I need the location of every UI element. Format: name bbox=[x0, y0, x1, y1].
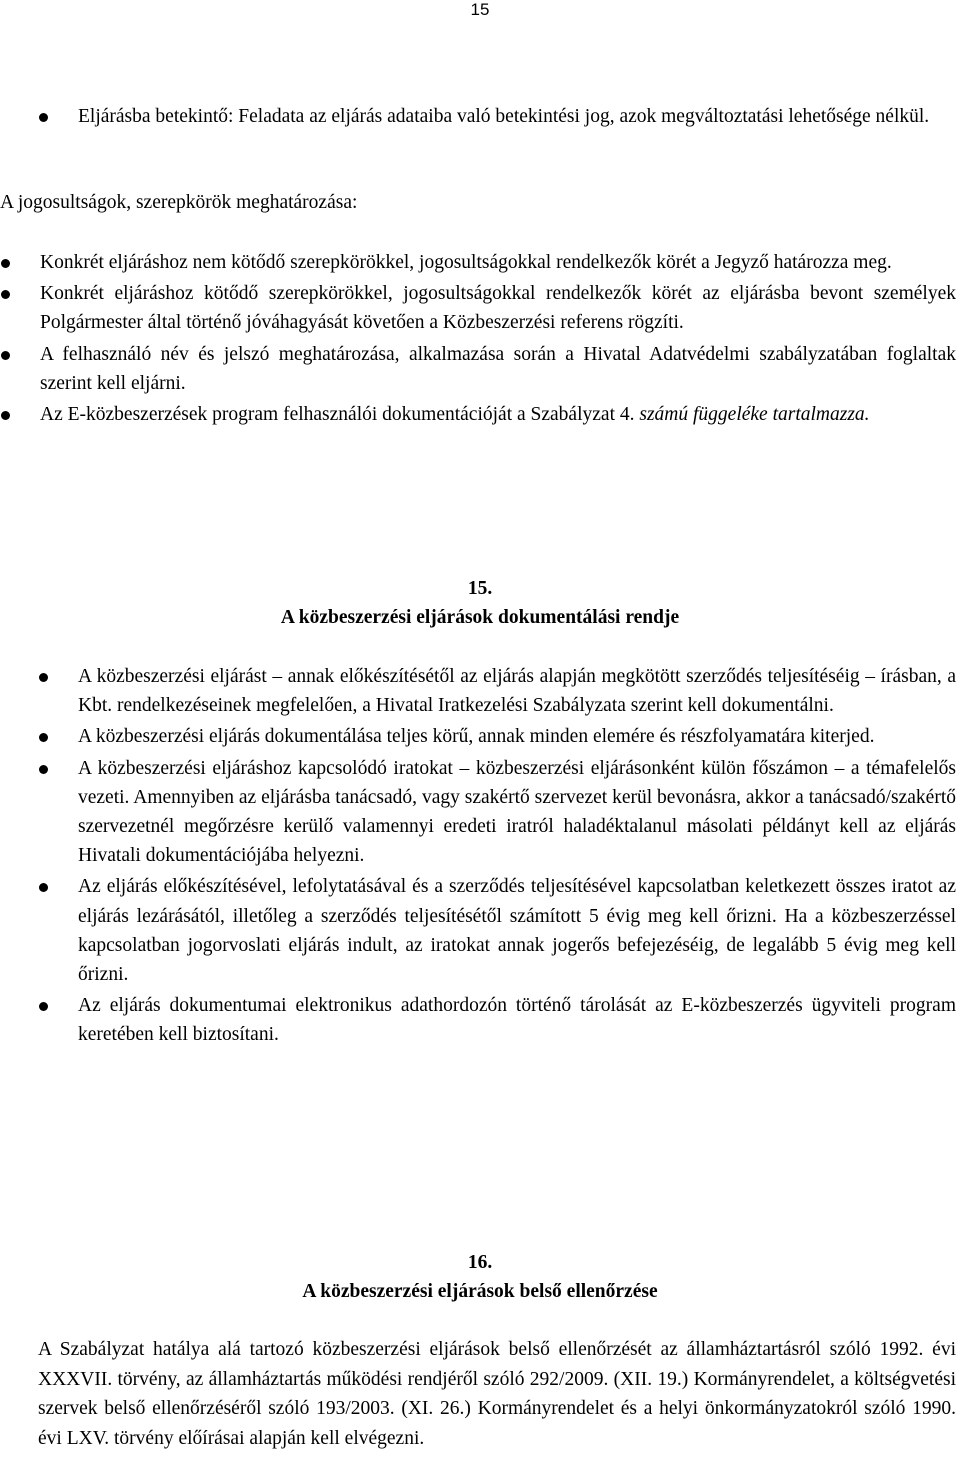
bullet-icon bbox=[39, 113, 48, 122]
list-item-text: Konkrét eljáráshoz nem kötődő szerepkörökkel, jogosultságokkal rendelkezők körét a Jegyző határozza meg. bbox=[40, 252, 892, 273]
list-item-text: Az eljárás előkészítésével, lefolytatásával és a szerződés teljesítésével kapcsolatban keletkezett összes iratot az eljárás lezárásától, illetőleg a szerződés teljesítésétől számított 5 évig meg kell őrizni. Ha a közbeszerzéssel kapcsolatban jogorvoslati eljárás indult, az iratokat annak jogerős befejezéséig, de legalább 5 évig meg kell őrizni. bbox=[78, 876, 956, 986]
list-item bbox=[38, 102, 956, 131]
list-item bbox=[38, 991, 956, 1049]
section-15-number: 15. bbox=[467, 578, 493, 599]
jogosultsag-bullet-list bbox=[0, 248, 956, 429]
list-item-text: Az eljárás dokumentumai elektronikus adathordozón történő tárolását az E-közbeszerzés ügyviteli program keretében kell biztosítani. bbox=[78, 995, 956, 1046]
bullet-icon bbox=[1, 290, 10, 299]
section-16-paragraph: A Szabályzat hatálya alá tartozó közbeszerzési eljárások belső ellenőrzését az államháztartásról szóló 1992. évi XXXVII. törvény, az államháztartás működési rendjéről szóló 292/2009. (XII. 19.) Kormányrendelet, a költségvetési szervek belső ellenőrzéséről szóló 193/2003. (XI. 26.) Kormányrendelet és a helyi önkormányzatokról szóló 1990. évi LXV. törvény előírásai alapján kell elvégezni. bbox=[38, 1339, 956, 1449]
list-item-text-italic: számú függeléke tartalmazza. bbox=[639, 404, 870, 426]
list-item bbox=[38, 662, 956, 720]
bullet-icon bbox=[39, 733, 48, 742]
section-15-bullet-list bbox=[38, 662, 956, 1050]
list-item-text: A felhasználó név és jelszó meghatározása, alkalmazása során a Hivatal Adatvédelmi szabályzatában foglaltak szerint kell eljárni. bbox=[40, 343, 956, 394]
list-item bbox=[0, 400, 956, 429]
list-item-text: A közbeszerzési eljárás dokumentálása teljes körű, annak minden elemére és részfolyamatára kiterjed. bbox=[78, 726, 875, 748]
bullet-icon bbox=[1, 259, 10, 268]
list-item-text: A közbeszerzési eljáráshoz kapcsolódó iratokat – közbeszerzési eljárásonként külön főszámon – a témafelelős vezeti. Amennyiben az eljárásba tanácsadó, vagy szakértő szervezet kerül bevonásra, akkor a tanácsadó/szakértő szervezetnél megőrzésre kerülő valamennyi eredeti iratról haladéktalanul másolati példányt kell az eljárás Hivatali dokumentációjába helyezni. bbox=[78, 757, 956, 867]
bullet-icon bbox=[1, 411, 10, 420]
list-item-text bbox=[40, 400, 956, 429]
list-item bbox=[0, 279, 956, 337]
top-bullet-list bbox=[38, 102, 956, 131]
list-item-text: A közbeszerzési eljárást – annak előkészítésétől az eljárás alapján megkötött szerződés teljesítéséig – írásban, a Kbt. rendelkezéseinek megfelelően, a Hivatal Iratkezelési Szabályzata szerint kell dokumentálni. bbox=[78, 666, 956, 717]
list-item-text: Eljárásba betekintő: Feladata az eljárás adataiba való betekintési jog, azok megváltoztatási lehetősége nélkül. bbox=[78, 106, 930, 127]
list-item-text-plain: Az E-közbeszerzések program felhasználói dokumentációját a Szabályzat 4. bbox=[40, 404, 635, 426]
section-16-number: 16. bbox=[467, 1252, 493, 1273]
bullet-icon bbox=[39, 883, 48, 892]
section-16-title: A közbeszerzési eljárások belső ellenőrzése bbox=[302, 1281, 658, 1302]
list-item bbox=[38, 872, 956, 989]
list-item bbox=[0, 340, 956, 398]
list-item bbox=[0, 248, 956, 277]
jogosultsag-intro: A jogosultságok, szerepkörök meghatározása: bbox=[0, 192, 358, 213]
page-number: 15 bbox=[470, 0, 490, 19]
bullet-icon bbox=[39, 765, 48, 774]
bullet-icon bbox=[39, 673, 48, 682]
list-item bbox=[38, 722, 956, 751]
bullet-icon bbox=[1, 351, 10, 360]
list-item-text: Konkrét eljáráshoz kötődő szerepkörökkel, jogosultságokkal rendelkezők körét az eljárásba bevont személyek Polgármester által történő jóváhagyását követően a Közbeszerzési referens rögzíti. bbox=[40, 283, 956, 334]
bullet-icon bbox=[39, 1002, 48, 1011]
section-15-title: A közbeszerzési eljárások dokumentálási rendje bbox=[280, 607, 680, 628]
list-item bbox=[38, 754, 956, 871]
